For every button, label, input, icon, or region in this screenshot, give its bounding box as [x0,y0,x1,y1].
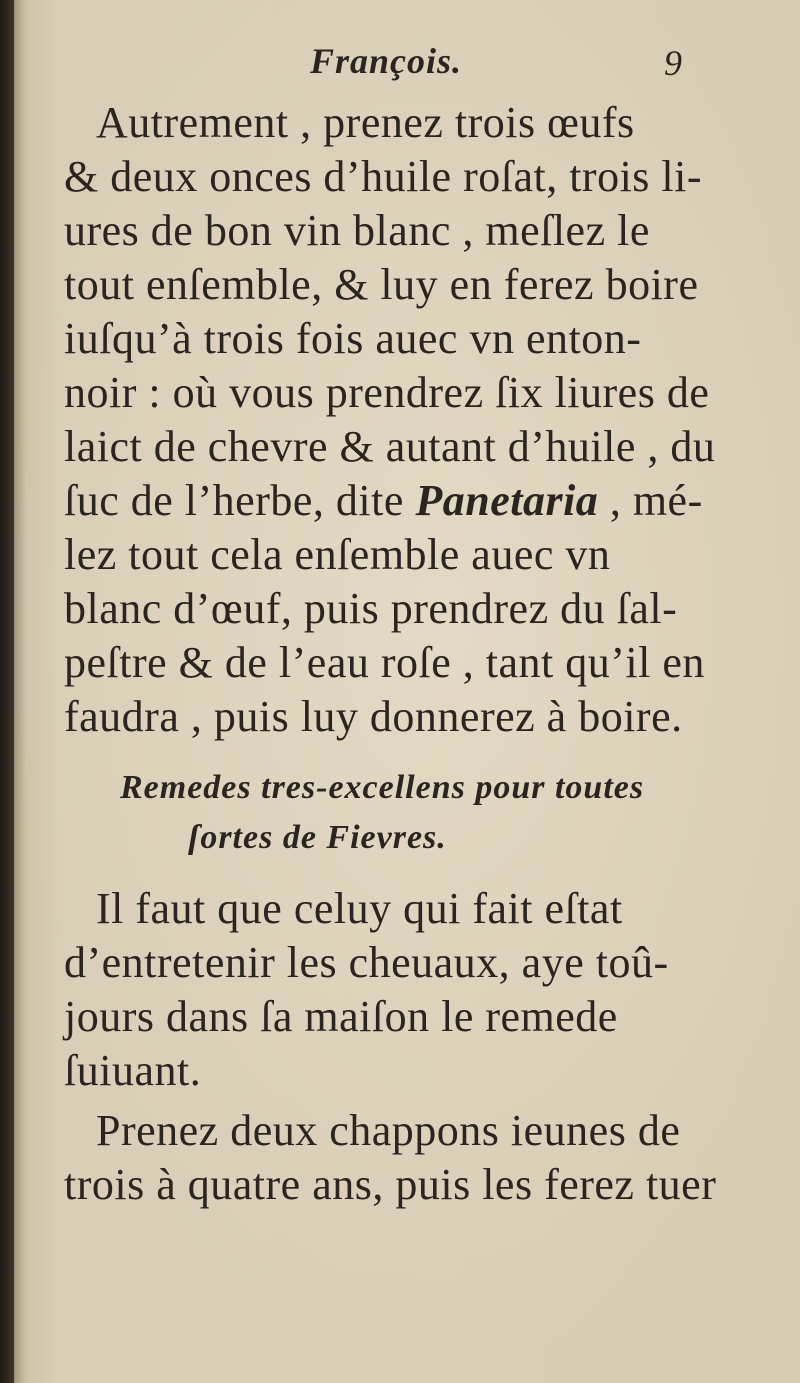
text-line: ures de bon vin blanc , meſlez le [64,206,650,255]
latin-term: Panetaria [415,476,599,525]
text-line: Il faut que celuy qui fait eſtat [96,884,623,933]
page-number: 9 [664,43,682,83]
text-line-mixed [64,476,714,526]
text-run: , mé- [598,476,703,525]
text-line: noir : où vous prendrez ſix liures de [64,368,710,417]
text-run: ſuc de l’herbe, dite [64,476,416,525]
text-line: ſuiuant. [64,1046,202,1095]
text-line: Autrement , prenez trois œufs [96,98,635,147]
text-line: trois à quatre ans, puis les ferez tuer [64,1160,717,1209]
running-head [0,40,800,90]
text-line: & deux onces d’huile roſat, trois li- [64,152,703,201]
text-line: laict de chevre & autant d’huile , du [64,422,716,471]
running-head-title: François. [310,41,463,81]
text-line: iuſqu’à trois fois auec vn enton- [64,314,642,363]
text-line: lez tout cela enſemble auec vn [64,530,611,579]
text-line: d’entretenir les cheuaux, aye toû- [64,938,669,987]
text-line: tout enſemble, & luy en ferez boire [64,260,699,309]
section-heading-line: ſortes de Fievres. [188,819,447,856]
text-line: jours dans ſa maiſon le remede [64,992,618,1041]
text-line: Prenez deux chappons ieunes de [96,1106,681,1155]
text-line: faudra , puis luy donnerez à boire. [64,692,683,741]
section-heading-line: Remedes tres-excellens pour toutes [120,769,645,806]
book-gutter [0,0,14,1383]
text-line: blanc d’œuf, puis prendrez du ſal- [64,584,678,633]
text-line: peſtre & de l’eau roſe , tant qu’il en [64,638,705,687]
